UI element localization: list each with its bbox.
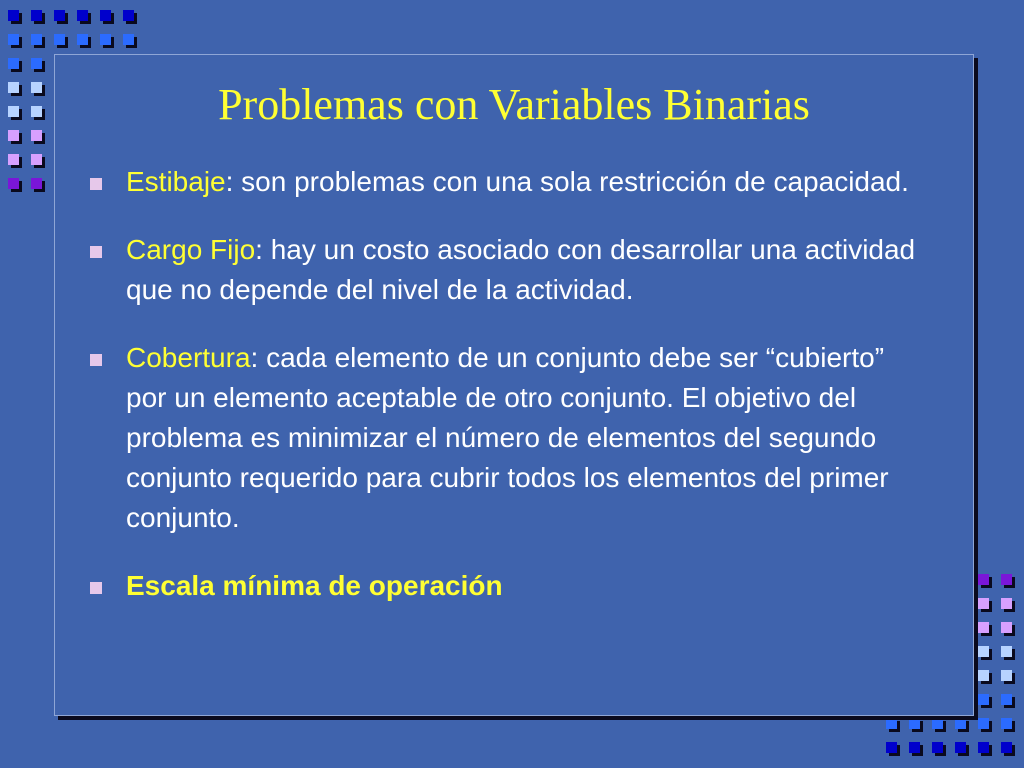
decorative-square [978, 598, 989, 609]
decorative-square [54, 34, 65, 45]
decorative-square [909, 742, 920, 753]
decorative-square [31, 106, 42, 117]
decorative-square [1001, 598, 1012, 609]
bullet-item [90, 230, 920, 310]
decorative-square [31, 58, 42, 69]
decorative-square [8, 82, 19, 93]
decorative-square [955, 718, 966, 729]
decorative-square [31, 178, 42, 189]
decorative-square [1001, 574, 1012, 585]
square-bullet-icon [90, 582, 102, 594]
decorative-square [31, 154, 42, 165]
bullet-term: Cargo Fijo [126, 234, 256, 265]
square-bullet-icon [90, 246, 102, 258]
decorative-square [909, 718, 920, 729]
decorative-square [77, 34, 88, 45]
decorative-square [1001, 742, 1012, 753]
decorative-square [123, 10, 134, 21]
bullet-list [90, 162, 920, 634]
bullet-item [90, 338, 920, 538]
square-bullet-icon [90, 178, 102, 190]
decorative-square [978, 574, 989, 585]
decorative-square [978, 718, 989, 729]
bullet-item [90, 566, 920, 606]
decorative-square [8, 178, 19, 189]
decorative-square [1001, 622, 1012, 633]
decorative-square [31, 82, 42, 93]
decorative-square [1001, 646, 1012, 657]
decorative-square [8, 34, 19, 45]
bullet-item [90, 162, 920, 202]
decorative-square [1001, 718, 1012, 729]
decorative-square [31, 10, 42, 21]
decorative-square [978, 622, 989, 633]
decorative-square [54, 10, 65, 21]
decorative-square [100, 10, 111, 21]
decorative-square [31, 34, 42, 45]
decorative-square [77, 10, 88, 21]
bullet-term: Estibaje [126, 166, 226, 197]
bullet-text: : hay un costo asociado con desarrollar una actividad que no depende del nivel de la actividad. [126, 234, 916, 305]
decorative-square [123, 34, 134, 45]
decorative-square [932, 742, 943, 753]
bullet-text: : son problemas con una sola restricción de capacidad. [225, 166, 909, 197]
decorative-square [978, 646, 989, 657]
decorative-square [932, 718, 943, 729]
bullet-term: Cobertura [126, 342, 251, 373]
bullet-term: Escala mínima de operación [126, 570, 503, 601]
decorative-square [8, 58, 19, 69]
decorative-square [955, 742, 966, 753]
decorative-square [886, 742, 897, 753]
bullet-text: : cada elemento de un conjunto debe ser “cubierto” por un elemento aceptable de otro conjunto. El objetivo del problema es minimizar el número de elementos del segundo conjunto requerido para cubrir todos los elementos del primer conjunto. [126, 342, 889, 533]
decorative-square [8, 10, 19, 21]
decorative-square [978, 670, 989, 681]
slide-title: Problemas con Variables Binarias [218, 80, 810, 129]
decorative-square [100, 34, 111, 45]
decorative-square [31, 130, 42, 141]
decorative-square [886, 718, 897, 729]
decorative-square [8, 106, 19, 117]
decorative-square [8, 154, 19, 165]
decorative-square [978, 742, 989, 753]
decorative-square [1001, 670, 1012, 681]
decorative-square [8, 130, 19, 141]
decorative-square [978, 694, 989, 705]
decorative-square [1001, 694, 1012, 705]
square-bullet-icon [90, 354, 102, 366]
